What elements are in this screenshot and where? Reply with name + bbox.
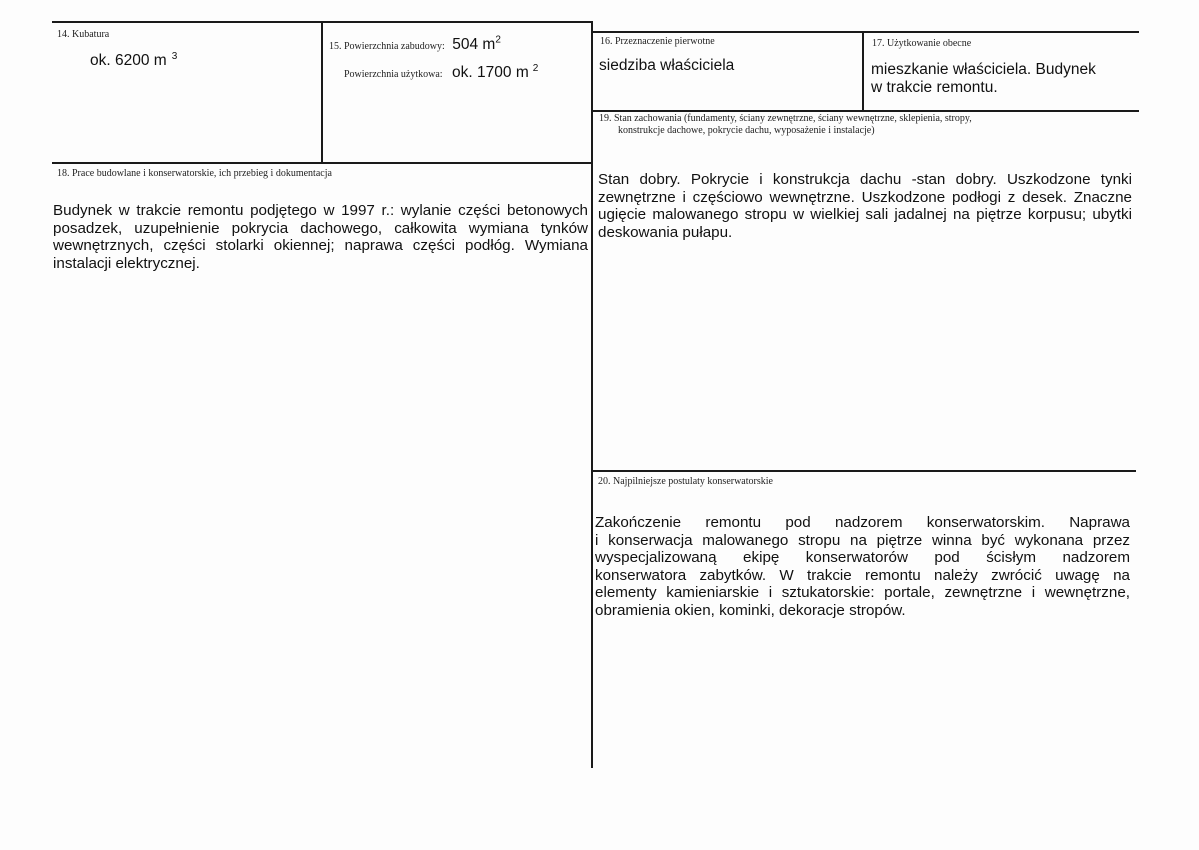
field-19-line: deskowania pułapu. [598, 223, 733, 241]
cubature-value: ok. 6200 m [90, 52, 167, 69]
field-18-label: 18. Prace budowlane i konserwatorskie, ich przebieg i dokumentacja [57, 168, 332, 179]
field-16-label: 16. Przeznaczenie pierwotne [600, 36, 715, 47]
field-18-line: posadzek, uzupełnienie pokrycia dachowego, całkowita wymiana tynków [53, 219, 588, 237]
built-area-value: 504 m [452, 36, 496, 53]
field-15-built-area [329, 36, 501, 54]
field-17-line: mieszkanie właściciela. Budynek [871, 61, 1096, 78]
built-area-exponent: 2 [495, 34, 501, 46]
usable-area-value: ok. 1700 m [452, 64, 529, 81]
divider-row-18 [52, 162, 593, 164]
field-19-text [598, 171, 1132, 241]
field-15-usable-area [344, 64, 538, 82]
field-20-label: 20. Najpilniejsze postulaty konserwatorskie [598, 476, 773, 487]
field-15-usable-label: Powierzchnia użytkowa: [344, 69, 443, 80]
field-14-value [90, 51, 177, 70]
field-19-line: ugięcie malowanego stropu w wielkiej sali jadalnej na piętrze korpusu; ubytki [598, 206, 1132, 223]
field-20-line: konserwatora zabytków. W trakcie remontu należy zwrócić uwagę na [595, 566, 1130, 584]
field-20-line: Zakończenie remontu pod nadzorem konserwatorskim. Naprawa [595, 514, 1130, 531]
field-19-label-line: konstrukcje dachowe, pokrycie dachu, wyposażenie i instalacje) [618, 124, 875, 136]
field-18-line: wewnętrznych, części stolarki okiennej; naprawa części podłóg. Wymiana [53, 237, 588, 254]
divider-row-20 [593, 470, 1136, 472]
field-16-value: siedziba właściciela [599, 57, 735, 74]
field-20-line: wyspecjalizowaną ekipę konserwatorów pod ścisłym nadzorem [595, 549, 1130, 566]
divider-14-15 [321, 22, 323, 163]
top-border-line-right [593, 31, 1139, 33]
cubature-exponent: 3 [171, 50, 178, 62]
divider-row-19 [593, 110, 1139, 112]
field-20-text [595, 514, 1130, 619]
divider-16-17 [862, 32, 864, 111]
center-vertical-divider [591, 22, 593, 768]
field-20-line: elementy kamieniarskie i sztukatorskie: portale, zewnętrzne i wewnętrzne, [595, 584, 1130, 601]
usable-area-exponent: 2 [532, 62, 539, 74]
field-17-label: 17. Użytkowanie obecne [872, 38, 972, 49]
field-18-text [53, 202, 588, 272]
field-20-line: i konserwacja malowanego stropu na piętrze winna być wykonana przez [595, 531, 1130, 549]
field-17-line: w trakcie remontu. [871, 79, 998, 96]
field-19-label-line: 19. Stan zachowania (fundamenty, ściany zewnętrzne, ściany wewnętrzne, sklepienia, stropy, [599, 113, 972, 124]
field-19-line: zewnętrzne i częściowo wewnętrzne. Uszkodzone podłogi z desek. Znaczne [598, 188, 1132, 206]
field-18-line: instalacji elektrycznej. [53, 254, 200, 272]
field-17-value [871, 61, 1096, 97]
field-15-built-label: 15. Powierzchnia zabudowy: [329, 41, 445, 52]
field-19-label [599, 113, 972, 136]
field-18-line: Budynek w trakcie remontu podjętego w 1997 r.: wylanie części betonowych [53, 202, 588, 219]
field-20-line: obramienia okien, kominki, dekoracje stropów. [595, 601, 906, 619]
field-19-line: Stan dobry. Pokrycie i konstrukcja dachu -stan dobry. Uszkodzone tynki [598, 171, 1132, 188]
field-14-label: 14. Kubatura [57, 29, 110, 40]
